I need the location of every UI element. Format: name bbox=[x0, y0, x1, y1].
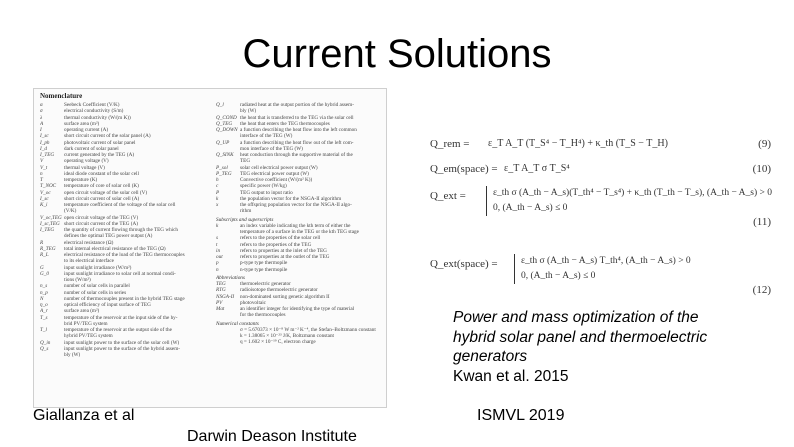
nomenclature-definition: current generated by the TEG (A) bbox=[64, 152, 135, 158]
nomenclature-definition: Seebeck Coefficient (V/K) bbox=[64, 102, 120, 108]
nomenclature-definition: optical efficiency of input surface of TEG bbox=[64, 302, 151, 308]
nomenclature-symbol: A bbox=[40, 120, 44, 127]
nomenclature-symbol: A_r bbox=[40, 308, 48, 315]
equation-case: ε_th σ (A_th − A_s)(T_th⁴ − T_s⁴) + κ_th (T_th − T_s), (A_th − A_s) > 0 bbox=[493, 188, 772, 198]
nomenclature-definition: (V/K) bbox=[64, 208, 77, 215]
nomenclature-definition: radiated heat at the output portion of the hybrid assem- bbox=[240, 102, 354, 108]
nomenclature-symbol: I_sc bbox=[40, 195, 49, 202]
caption-line: generators bbox=[453, 348, 528, 365]
nomenclature-definition: an index variable indicating the kth term of either the bbox=[240, 222, 351, 229]
equation bbox=[430, 136, 775, 158]
nomenclature-symbol: α bbox=[40, 102, 43, 108]
nomenclature-symbol: T_l bbox=[40, 327, 47, 333]
nomenclature-definition: a function describing the heat flow out of the left com- bbox=[240, 139, 354, 146]
nomenclature-symbol: c bbox=[216, 183, 219, 190]
nomenclature-definition: refers to properties at the outlet of the TEG bbox=[240, 254, 330, 260]
nomenclature-symbol: R_TEG bbox=[40, 245, 56, 252]
nomenclature-definition: q = 1.602 × 10⁻¹⁹ C, electron charge bbox=[240, 339, 316, 346]
equation-case: ε_th σ (A_th − A_s) T_th⁴, (A_th − A_s) > 0 bbox=[521, 256, 691, 266]
nomenclature-symbol: Q_TEG bbox=[216, 120, 233, 127]
nomenclature-definition: the population vector for the NSGA-II algorithm bbox=[240, 195, 342, 202]
nomenclature-definition: mon interface of the TEG (W) bbox=[240, 145, 303, 152]
nomenclature-symbol: p bbox=[216, 260, 219, 267]
nomenclature-subheading: Numerical constants bbox=[216, 320, 259, 327]
nomenclature-symbol: V_t bbox=[40, 164, 48, 171]
equation-case: 0, (A_th − A_s) ≤ 0 bbox=[521, 271, 596, 281]
nomenclature-symbol: λ bbox=[40, 114, 43, 121]
equation-case: 0, (A_th − A_s) ≤ 0 bbox=[493, 203, 568, 213]
nomenclature-symbol: PV bbox=[216, 299, 223, 306]
nomenclature-symbol: Q_in bbox=[40, 339, 51, 346]
nomenclature-definition: σ = 5.670373 × 10⁻⁸ W m⁻² K⁻⁴, the Stefan–Boltzmann constant bbox=[240, 326, 376, 333]
nomenclature-symbol: η_o bbox=[40, 302, 48, 308]
equation-rhs: ε_T A_T (T_S⁴ − T_H⁴) + κ_th (T_S − T_H) bbox=[488, 138, 668, 149]
nomenclature-symbol: n_s bbox=[40, 283, 48, 290]
nomenclature-symbol: V_oc,TEG bbox=[40, 214, 62, 221]
nomenclature-symbol: x bbox=[216, 202, 219, 208]
nomenclature-definition: to its electrical interface bbox=[64, 258, 114, 265]
nomenclature-definition: bly (W) bbox=[240, 108, 257, 115]
nomenclature-definition: n-type type thermopile bbox=[240, 266, 288, 273]
nomenclature-row bbox=[216, 208, 381, 214]
nomenclature-row bbox=[216, 267, 381, 273]
nomenclature-symbol: Mat bbox=[216, 306, 225, 312]
nomenclature-symbol: G_0 bbox=[40, 270, 49, 277]
nomenclature-definition: bly (W) bbox=[64, 352, 81, 358]
nomenclature-definition: non-dominated sorting genetic algorithm II bbox=[240, 293, 330, 300]
caption-line: hybrid solar panel and thermoelectric bbox=[453, 328, 708, 346]
nomenclature-symbol: I bbox=[40, 127, 42, 133]
nomenclature-definition: electrical resistance (Ω) bbox=[64, 239, 114, 246]
nomenclature-definition: number of thermocouples present in the hybrid TEG stage bbox=[64, 295, 185, 302]
nomenclature-definition: number of solar cells in series bbox=[64, 289, 127, 296]
nomenclature-symbol bbox=[216, 312, 240, 318]
nomenclature-symbol: I_TEG bbox=[40, 227, 55, 233]
nomenclature-definition: a function describing the heat flow into the left common bbox=[240, 127, 357, 133]
nomenclature-symbol: in bbox=[216, 247, 221, 254]
nomenclature-definition: short circuit current of the TEG (A) bbox=[64, 220, 138, 227]
nomenclature-definition: electrical resistance of the load of the TEG thermocouples bbox=[64, 252, 185, 258]
slide-title: Current Solutions bbox=[242, 32, 552, 76]
equation-lhs: Q_em(space) = bbox=[430, 163, 498, 175]
nomenclature-definition: input sunlight irradiance (W/m²) bbox=[64, 264, 132, 271]
nomenclature-definition: dark current of solar panel bbox=[64, 145, 119, 152]
nomenclature-symbol: n bbox=[40, 170, 43, 177]
nomenclature-symbol: T_NOC bbox=[40, 183, 57, 190]
nomenclature-definition: interface of the TEG (W) bbox=[240, 133, 293, 140]
nomenclature-symbol: V bbox=[40, 158, 44, 165]
equation bbox=[430, 161, 775, 183]
nomenclature-figure bbox=[33, 88, 387, 408]
nomenclature-definition: p-type type thermopile bbox=[240, 260, 288, 267]
nomenclature-definition: temperature of a surface in the TEG or the kth TEG stage bbox=[240, 229, 359, 235]
nomenclature-symbol: R bbox=[40, 239, 44, 246]
nomenclature-symbol: Q_l bbox=[216, 102, 224, 108]
nomenclature-symbol: Q_DOWN bbox=[216, 127, 238, 133]
nomenclature-symbol: T_s bbox=[40, 314, 48, 321]
nomenclature-left-column bbox=[40, 102, 210, 358]
nomenclature-definition: refers to properties at the inlet of the TEG bbox=[240, 247, 327, 254]
nomenclature-definition: temperature coefficient of the voltage of the solar cell bbox=[64, 202, 176, 208]
nomenclature-row bbox=[40, 352, 210, 358]
nomenclature-symbol: k bbox=[216, 222, 219, 229]
equation-number: (11) bbox=[753, 216, 771, 228]
nomenclature-definition: surface area (m²) bbox=[64, 308, 100, 315]
nomenclature-definition: k = 1.38065 × 10⁻²³ J/K, Boltzmann constant bbox=[240, 333, 334, 339]
nomenclature-definition: photovoltaic bbox=[240, 299, 266, 306]
nomenclature-definition: the heat that enters the TEG thermocouples bbox=[240, 120, 330, 127]
nomenclature-definition: heat conduction through the supportive material of the bbox=[240, 152, 353, 158]
nomenclature-symbol: n bbox=[216, 266, 219, 273]
equation bbox=[430, 256, 775, 296]
nomenclature-definition: open circuit voltage of the TEG (V) bbox=[64, 214, 139, 221]
nomenclature-row bbox=[216, 312, 381, 318]
nomenclature-definition: input sunlight power to the surface of the solar cell (W) bbox=[64, 339, 180, 346]
equation-lhs: Q_ext = bbox=[430, 190, 466, 202]
equations-figure bbox=[430, 128, 775, 298]
nomenclature-symbol: Q_UP bbox=[216, 139, 230, 146]
nomenclature-symbol: Q_s bbox=[40, 345, 49, 352]
nomenclature-definition: refers to the properties of the solar cell bbox=[240, 235, 321, 242]
equation-rhs bbox=[486, 186, 772, 216]
nomenclature-definition: TEG bbox=[240, 158, 251, 165]
nomenclature-definition: operating voltage (V) bbox=[64, 158, 109, 165]
nomenclature-definition: input sunlight power to the surface of the hybrid assem- bbox=[64, 345, 180, 352]
nomenclature-row bbox=[216, 339, 381, 345]
nomenclature-symbol: K_i bbox=[40, 202, 48, 208]
nomenclature-symbol bbox=[216, 339, 240, 345]
nomenclature-symbol: I_ph bbox=[40, 139, 50, 146]
nomenclature-definition: defines the optimal TEG power output (A) bbox=[64, 233, 153, 240]
nomenclature-definition: thermal conductivity (W/(m K)) bbox=[64, 114, 131, 121]
nomenclature-definition: surface area (m²) bbox=[64, 120, 100, 127]
nomenclature-subheading: Abbreviations bbox=[216, 274, 245, 281]
nomenclature-definition: radioisotope thermoelectric generator bbox=[240, 287, 318, 294]
nomenclature-definition: TEG electrical power output (W) bbox=[240, 170, 309, 177]
nomenclature-definition: the quantity of current flowing through the TEG which bbox=[64, 227, 179, 233]
nomenclature-symbol: t bbox=[216, 241, 218, 248]
equation-number: (12) bbox=[752, 284, 771, 296]
caption-author: Kwan et al. 2015 bbox=[453, 367, 569, 385]
nomenclature-definition: temperature (K) bbox=[64, 177, 98, 183]
nomenclature-definition: photovoltaic current of solar panel bbox=[64, 139, 136, 146]
reference-caption bbox=[453, 308, 773, 386]
nomenclature-symbol bbox=[40, 352, 64, 358]
nomenclature-symbol: I_sc,TEG bbox=[40, 220, 60, 227]
nomenclature-definition: input sunlight irradiance to solar cell at normal condi- bbox=[64, 270, 176, 277]
nomenclature-definition: temperature of the reservoir at the input side of the hy- bbox=[64, 314, 178, 321]
nomenclature-symbol: I_TEG bbox=[40, 152, 55, 158]
equation-rhs: ε_T A_T σ T_S⁴ bbox=[504, 163, 570, 174]
nomenclature-definition: short circuit current of the solar panel (A) bbox=[64, 133, 151, 140]
nomenclature-definition: solar cell electrical power output (W) bbox=[240, 164, 318, 171]
nomenclature-heading: Nomenclature bbox=[40, 92, 83, 100]
nomenclature-symbol: G bbox=[40, 264, 44, 271]
nomenclature-symbol: P_TEG bbox=[216, 170, 232, 177]
nomenclature-symbol: Q_SINK bbox=[216, 152, 234, 158]
nomenclature-definition: temperature of core of solar cell (K) bbox=[64, 183, 139, 190]
nomenclature-symbol: R_L bbox=[40, 252, 49, 258]
nomenclature-symbol: I_sc bbox=[40, 133, 49, 140]
nomenclature-right-column bbox=[216, 102, 381, 346]
nomenclature-symbol: k bbox=[216, 195, 219, 202]
nomenclature-symbol: TEG bbox=[216, 281, 226, 287]
event-label: ISMVL 2019 bbox=[477, 407, 565, 424]
nomenclature-subheading: Subscripts and superscripts bbox=[216, 216, 274, 223]
nomenclature-definition: electrical conductivity (S/m) bbox=[64, 108, 124, 115]
nomenclature-definition: temperature of the reservoir at the output side of the bbox=[64, 327, 172, 333]
nomenclature-symbol: RTG bbox=[216, 287, 226, 294]
institute-name: Darwin Deason Institute bbox=[187, 428, 357, 445]
nomenclature-definition: the offspring population vector for the NSGA-II algo- bbox=[240, 202, 352, 208]
nomenclature-definition: number of solar cells in parallel bbox=[64, 283, 130, 290]
nomenclature-symbol: N bbox=[40, 295, 44, 302]
nomenclature-symbol: s bbox=[216, 235, 219, 242]
nomenclature-definition: total internal electrical resistance of the TEG (Ω) bbox=[64, 245, 166, 252]
nomenclature-symbol: NSGA-II bbox=[216, 293, 235, 300]
nomenclature-definition: ideal diode constant of the solar cell bbox=[64, 170, 139, 177]
nomenclature-symbol: T bbox=[40, 177, 43, 183]
nomenclature-definition: tions (W/m²) bbox=[64, 277, 91, 283]
nomenclature-definition: refers to the properties of the TEG bbox=[240, 241, 312, 248]
nomenclature-symbol: P_sol bbox=[216, 164, 228, 171]
equation-number: (9) bbox=[758, 138, 771, 150]
nomenclature-definition: thermoelectric generator bbox=[240, 281, 291, 287]
equation-lhs: Q_ext(space) = bbox=[430, 258, 498, 270]
nomenclature-symbol bbox=[216, 208, 240, 214]
nomenclature-symbol: Q_COND bbox=[216, 114, 237, 121]
nomenclature-definition: TEG output to input ratio bbox=[240, 189, 293, 196]
nomenclature-definition: an identifier integer for identifying the type of material bbox=[240, 306, 355, 312]
nomenclature-symbol: P bbox=[216, 189, 220, 196]
nomenclature-symbol: V_oc bbox=[40, 189, 51, 196]
nomenclature-definition: thermal voltage (V) bbox=[64, 164, 105, 171]
nomenclature-definition: operating current (A) bbox=[64, 127, 109, 133]
nomenclature-symbol: σ bbox=[40, 108, 43, 115]
nomenclature-definition: Convective coefficient (W/(m² K)) bbox=[240, 177, 313, 183]
nomenclature-definition: hybrid PV/TEG system bbox=[64, 333, 113, 340]
left-credit: Giallanza et al bbox=[33, 407, 135, 424]
equation-lhs: Q_rem = bbox=[430, 138, 470, 150]
nomenclature-symbol: out bbox=[216, 254, 223, 260]
nomenclature-definition: the heat that is transferred to the TEG via the solar cell bbox=[240, 114, 354, 121]
nomenclature-symbol: I_d bbox=[40, 145, 47, 152]
caption-line: Power and mass optimization of the bbox=[453, 309, 699, 326]
nomenclature-definition: rithm bbox=[240, 208, 252, 215]
nomenclature-definition: brid PV/TEG system bbox=[64, 320, 108, 327]
nomenclature-definition: for the thermocouples bbox=[240, 312, 286, 319]
equation-number: (10) bbox=[752, 163, 771, 175]
nomenclature-definition: specific power (W/kg) bbox=[240, 183, 287, 190]
nomenclature-symbol: h bbox=[216, 177, 219, 183]
equation bbox=[430, 188, 775, 228]
nomenclature-definition: short circuit current of solar cell (A) bbox=[64, 195, 140, 202]
equation-rhs bbox=[514, 254, 691, 284]
nomenclature-definition: open circuit voltage of the solar cell (V) bbox=[64, 189, 148, 196]
nomenclature-symbol: n_p bbox=[40, 289, 48, 296]
